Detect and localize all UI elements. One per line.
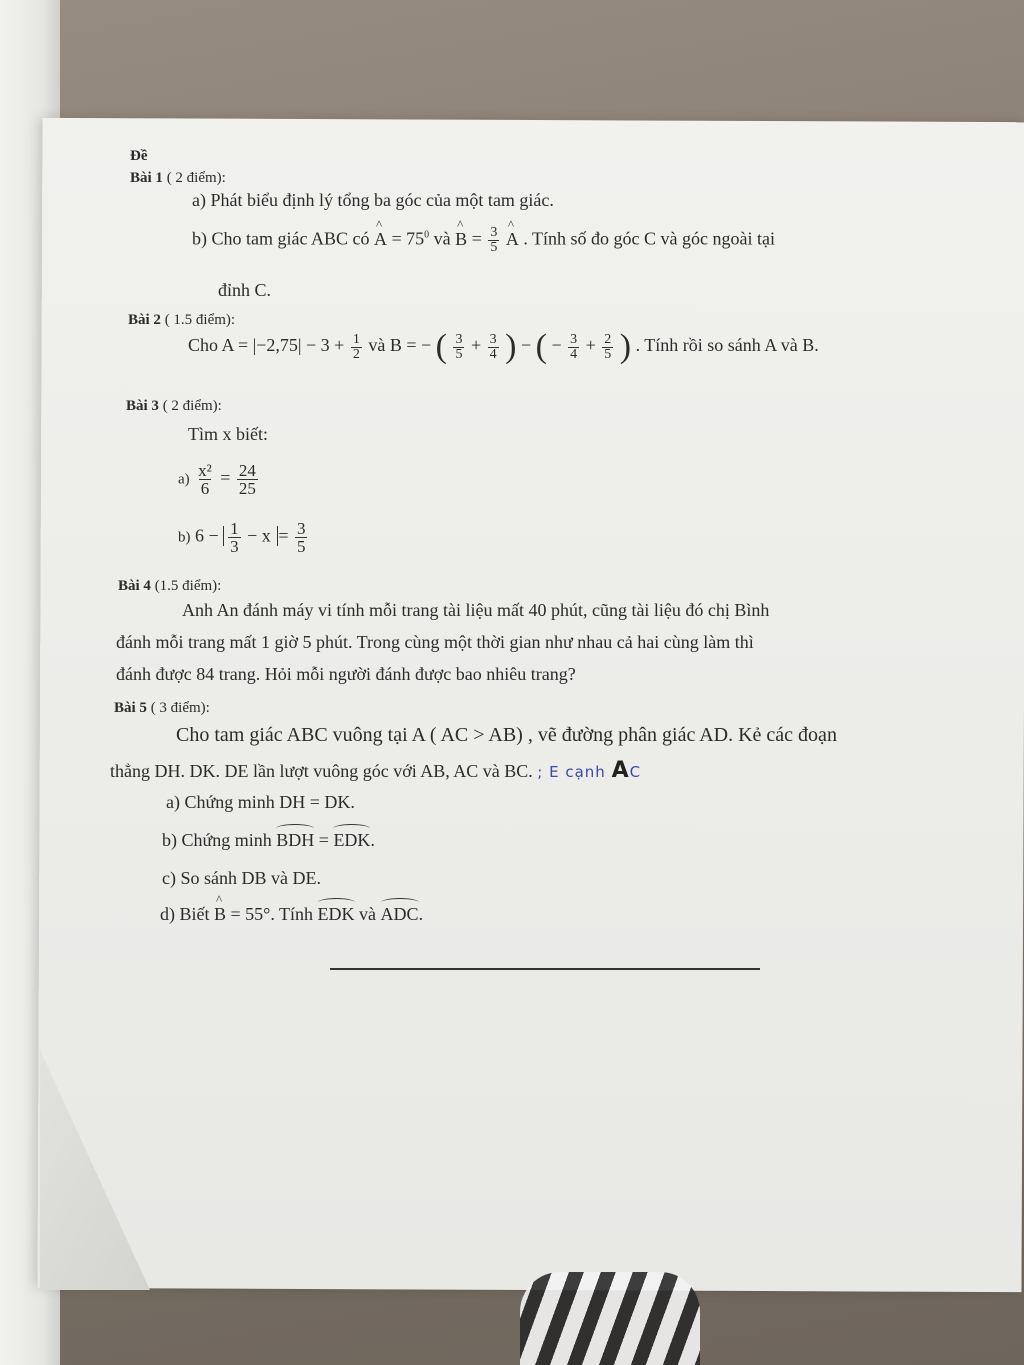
fraction-3-5 [295,520,308,555]
equals-sign: = [220,467,231,488]
bai2-tail: . Tính rồi so sánh A và B. [635,335,819,356]
handwritten-text: ; E cạnh [537,763,606,781]
frac-den: 5 [604,346,612,362]
bai1-part-b: b) Cho tam giác ABC có ^ $A = 75^0$ và ^ B = $\frac{3}{5}$ ^ A . Tính số đo góc C và góc ngoài tại [192,226,775,255]
bai3-part-b [178,520,309,555]
frac-num: 1 [352,331,360,347]
bai3-part-a [178,462,260,497]
bai2-cho: Cho A = [188,335,249,356]
frac-den: 5 [455,346,463,362]
bai1-b-eq: = [471,228,482,249]
bai5-title: Bài 5 [114,700,147,716]
bai3-prompt: Tìm x biết: [188,424,268,444]
bai2-heading [128,312,235,329]
bai4-heading [118,578,221,595]
fraction-x2-6 [196,462,214,497]
frac-num: x² [198,461,212,480]
bai5-part-b [162,830,375,851]
fraction-3-4 [488,333,499,362]
handwritten-end: C [629,763,642,781]
paren-close: ) [619,328,632,365]
bai2-title: Bài 2 [128,312,161,328]
bai4-line-1: Anh An đánh máy vi tính mỗi trang tài liệu mất 40 phút, cũng tài liệu đó chị Bình [182,600,770,620]
bai5-line-2-text: thẳng DH. DK. DE lần lượt vuông góc với AB, AC và BC. [110,761,533,781]
angle-b-hat: ^ B [455,229,467,250]
bai3-b-six: 6 − [195,525,219,546]
bai5-line-2 [110,758,641,783]
bai1-b-cont: đỉnh C. [218,280,272,300]
plus-sign: + [470,335,482,356]
fraction-3-4 [568,333,579,362]
frac-den: 5 [296,537,306,556]
angle-b-hat: ^ B [214,904,226,925]
bai5-heading [114,700,210,717]
angle-edk: EDK [317,904,355,924]
fraction-3-5 [453,333,464,362]
plus-sign: + [585,335,596,356]
fraction-2-5 [602,333,613,362]
bai5-points: ( 3 điểm): [150,700,210,716]
frac-num: 3 [570,331,578,347]
frac-num: 24 [238,461,256,480]
abs-open [223,526,226,546]
bai2-expression [188,330,819,364]
bai5-d-val: = 55°. Tính [230,904,314,924]
bai1-b-aval: = 75 [391,228,425,249]
bai3-heading [126,398,222,415]
frac-num: 3 [455,331,463,347]
de-label: Đề [130,148,148,164]
bai1-title: Bài 1 [130,170,163,186]
bai5-b-pre: b) Chứng minh [162,830,272,850]
minus-sign: − [551,335,562,356]
bai1-heading [130,170,226,187]
angle-edk: EDK [333,830,371,850]
bai5-part-a: a) Chứng minh DH = DK. [166,792,355,812]
angle-adc: ADC [380,904,419,924]
bai3-b-minusx: − x [247,525,271,546]
frac-den: 2 [352,346,360,362]
bai4-line-3: đánh được 84 trang. Hỏi mỗi người đánh được bao nhiêu trang? [116,664,576,684]
bai5-part-d [160,904,423,925]
period: . [418,904,424,924]
handwritten-note [537,758,642,783]
equals-sign: = [318,830,329,850]
bai4-title: Bài 4 [118,578,151,594]
angle-a-hat: ^ A [374,229,387,250]
frac-num: 3 [490,225,498,240]
frac-num: 2 [604,331,612,347]
fraction-3-5 [488,226,499,255]
bai5-d-pre: d) Biết [160,904,210,924]
bai2-abs: |−2,75| [252,335,302,356]
bai1-b-pre: b) Cho tam giác ABC có [192,228,370,249]
bai5-line-1: Cho tam giác ABC vuông tại A ( AC > AB) , vẽ đường phân giác AD. Kẻ các đoạn [176,724,837,746]
bai3-points: ( 2 điểm): [162,398,222,414]
bai2-and-b: và B = − [368,335,432,356]
frac-den: 4 [489,346,497,362]
frac-den: 25 [238,479,256,498]
frac-den: 6 [200,479,210,498]
frac-den: 4 [570,346,578,362]
bai2-points: ( 1.5 điểm): [164,312,236,328]
bai3-a-label: a) [178,471,190,488]
minus-sign: − [520,335,532,356]
end-rule [330,968,760,970]
period: . [370,830,375,850]
handwritten-big-a: A [611,758,630,783]
paren-open: ( [535,328,547,365]
fraction-1-2 [351,333,362,362]
angle-a2-hat: ^ A [506,229,519,250]
bai2-minus3: − 3 + [306,335,345,356]
bai1-part-a: a) Phát biểu định lý tổng ba góc của một tam giác. [192,190,554,210]
frac-num: 1 [230,519,239,538]
frac-num: 3 [489,331,497,347]
bai1-b-post: . Tính số đo góc C và góc ngoài tại [523,228,775,249]
fraction-1-3 [228,520,241,555]
angle-bdh: BDH [276,830,315,850]
bai1-b-mid: và [433,228,451,249]
frac-num: 3 [296,519,306,538]
frac-den: 5 [490,240,498,255]
paren-open: ( [435,328,447,365]
paren-close: ) [505,328,517,365]
bai4-line-2: đánh mỗi trang mất 1 giờ 5 phút. Trong cùng một thời gian như nhau cả hai cùng làm thì [116,632,754,652]
bai3-b-label: b) [178,529,191,546]
bai1-points: ( 2 điểm): [166,170,226,186]
frac-den: 3 [230,537,239,556]
bai3-title: Bài 3 [126,398,159,414]
fraction-24-25 [237,462,258,497]
equals-sign: = [278,525,289,546]
bai5-part-c: c) So sánh DB và DE. [162,868,321,888]
bai4-points: (1.5 điểm): [154,578,222,594]
bai5-d-and: và [359,904,377,924]
